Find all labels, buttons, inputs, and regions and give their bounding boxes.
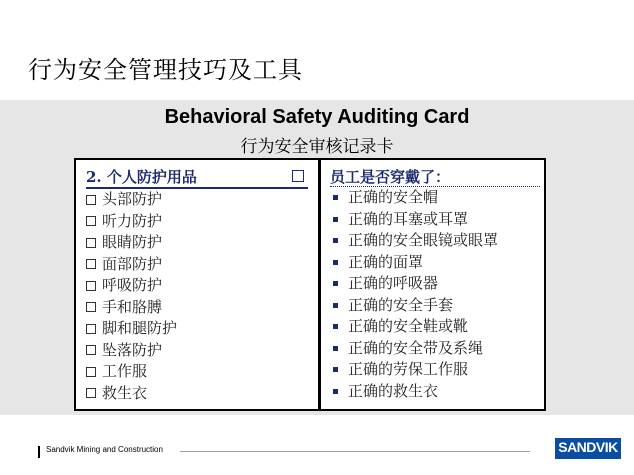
card-title-cn: 行为安全审核记录卡 (240, 137, 394, 157)
bullet-icon (333, 389, 338, 394)
slide-title: 行为安全管理技巧及工具 (28, 56, 303, 84)
checklist-item (86, 254, 308, 276)
checklist-item (86, 232, 308, 254)
footer-rule (38, 446, 40, 458)
section-checkbox[interactable] (292, 170, 304, 182)
wearing-checklist (330, 166, 540, 402)
checkbox-icon[interactable] (86, 238, 96, 248)
list-item-label: 正确的呼吸器 (348, 274, 439, 292)
bullet-icon (333, 346, 338, 351)
checkbox-icon[interactable] (86, 302, 96, 312)
checkbox-icon[interactable] (86, 324, 96, 334)
checklist-item-label: 头部防护 (102, 190, 163, 208)
list-item-label: 正确的安全鞋或靴 (348, 317, 469, 335)
list-item-label: 正确的劳保工作服 (348, 360, 469, 378)
list-item (330, 230, 540, 252)
checkbox-icon[interactable] (86, 367, 96, 377)
checklist-item (86, 297, 308, 319)
list-item-label: 正确的安全手套 (348, 295, 454, 314)
ppe-checklist (86, 166, 308, 404)
checklist-item-label: 脚和腿防护 (102, 319, 178, 337)
checklist-item (86, 211, 308, 233)
list-item (330, 338, 540, 360)
footer-line (180, 451, 530, 452)
checkbox-icon[interactable] (86, 388, 96, 398)
ppe-heading-label: 2. 个人防护用品 (86, 167, 197, 186)
bullet-icon (333, 324, 338, 329)
checklist-item-label: 坠落防护 (102, 340, 163, 359)
checkbox-icon[interactable] (86, 259, 96, 269)
list-item-label: 正确的安全眼镜或眼罩 (348, 231, 499, 249)
list-item-label: 正确的面罩 (348, 252, 424, 271)
sandvik-logo (555, 436, 621, 460)
bullet-icon (333, 195, 338, 200)
list-item (330, 209, 540, 231)
ppe-section-heading (86, 166, 308, 189)
footer-company: Sandvik Mining and Construction (46, 445, 163, 454)
bullet-icon (333, 281, 338, 286)
checklist-item (86, 275, 308, 297)
list-item-label: 正确的耳塞或耳罩 (348, 209, 469, 228)
bullet-icon (333, 303, 338, 308)
list-item (330, 316, 540, 338)
logo-bar (555, 456, 621, 459)
checklist-item-label: 听力防护 (102, 211, 163, 230)
bullet-icon (333, 217, 338, 222)
list-item (330, 273, 540, 295)
checklist-item-label: 面部防护 (102, 254, 163, 273)
checklist-item (86, 189, 308, 211)
checklist-item-label: 工作服 (102, 362, 148, 380)
list-item (330, 381, 540, 403)
list-item (330, 187, 540, 209)
card-title-en: Behavioral Safety Auditing Card (164, 106, 470, 128)
checklist-item (86, 361, 308, 383)
list-item (330, 359, 540, 381)
checklist-item-label: 手和胳膊 (102, 297, 163, 316)
bullet-icon (333, 367, 338, 372)
checklist-item (86, 340, 308, 362)
bullet-icon (333, 238, 338, 243)
checkbox-icon[interactable] (86, 195, 96, 205)
checklist-item (86, 383, 308, 405)
wearing-section-heading: 员工是否穿戴了： (330, 166, 540, 187)
checklist-item-label: 眼睛防护 (102, 233, 163, 251)
column-divider (318, 160, 321, 409)
checkbox-icon[interactable] (86, 345, 96, 355)
audit-card (74, 158, 546, 411)
checklist-item-label: 救生衣 (102, 383, 148, 402)
checklist-item-label: 呼吸防护 (102, 276, 163, 294)
list-item-label: 正确的救生衣 (348, 381, 439, 400)
logo-text: SANDVIK (555, 438, 621, 456)
list-item-label: 正确的安全带及系绳 (348, 338, 484, 357)
list-item (330, 252, 540, 274)
checkbox-icon[interactable] (86, 216, 96, 226)
list-item-label: 正确的安全帽 (348, 188, 439, 206)
checklist-item (86, 318, 308, 340)
checkbox-icon[interactable] (86, 281, 96, 291)
bullet-icon (333, 260, 338, 265)
list-item (330, 295, 540, 317)
